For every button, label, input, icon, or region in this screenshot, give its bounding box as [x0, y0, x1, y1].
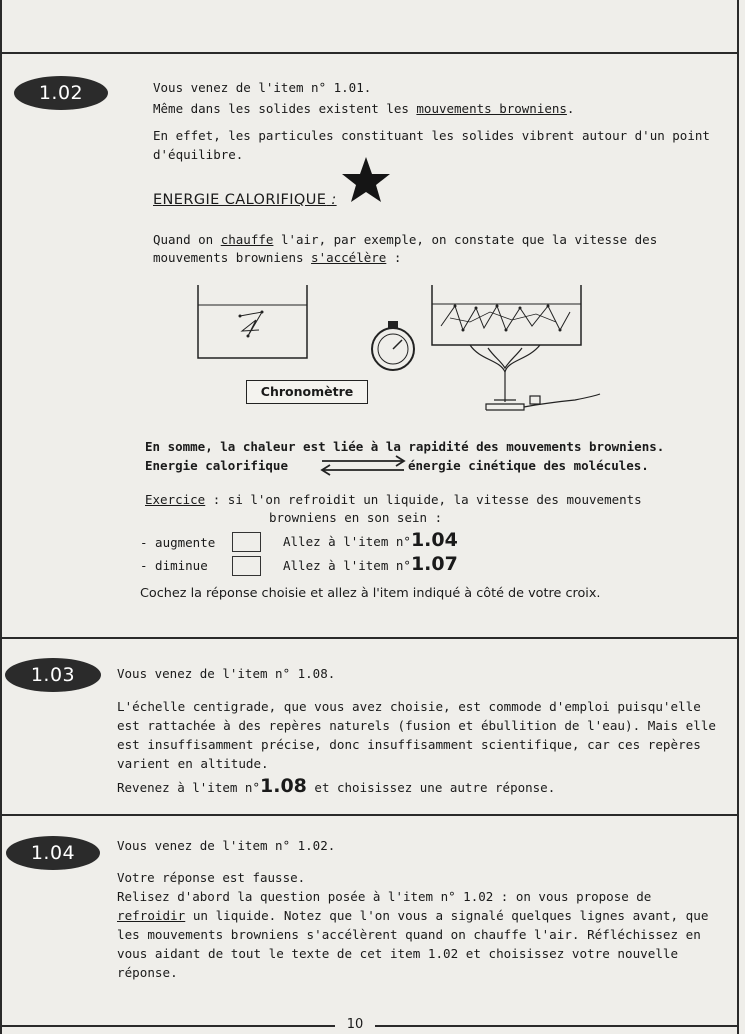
- option-goto: Allez à l'item n°1.04: [283, 529, 458, 551]
- stopwatch-icon: [372, 322, 414, 370]
- option-label: - augmente: [140, 535, 216, 550]
- paragraph-heating-1: Quand on chauffe l'air, par exemple, on constate que la vitesse des: [153, 232, 658, 247]
- summary-energy-right: énergie cinétique des molécules.: [408, 458, 649, 473]
- item-badge: 1.02: [14, 76, 108, 110]
- underlined-term: mouvements browniens: [416, 101, 567, 116]
- chronometer-label: Chronomètre: [246, 380, 368, 404]
- cold-container: [198, 285, 307, 358]
- instruction: Cochez la réponse choisie et allez à l'item indiqué à côté de votre croix.: [140, 586, 601, 601]
- page-frame-right: [737, 0, 739, 1034]
- summary-line: En somme, la chaleur est liée à la rapidité des mouvements browniens.: [145, 439, 665, 454]
- item-badge: 1.03: [5, 658, 101, 692]
- option-goto: Allez à l'item n°1.07: [283, 553, 458, 575]
- summary-energy-left: Energie calorifique: [145, 458, 288, 473]
- item-badge: 1.04: [6, 836, 100, 870]
- option-checkbox-diminue[interactable]: [232, 556, 261, 576]
- top-divider: [0, 52, 739, 54]
- exercise-prompt: Exercice : si l'on refroidit un liquide, la vitesse des mouvements: [145, 492, 642, 507]
- exercise-prompt-cont: browniens en son sein :: [269, 510, 443, 525]
- page-number: 10: [335, 1016, 375, 1034]
- paragraph-centigrade: L'échelle centigrade, que vous avez choisie, est commode d'emploi puisqu'elle est rattachée à des repères naturels (fusion et ébullition de l'eau). Mais elle est insuffisamment précise, donc insuffisamment scientifique, car ces repères varient en altitude.: [117, 699, 716, 771]
- item-intro: Vous venez de l'item n° 1.08.: [117, 666, 336, 681]
- reread-paragraph: refroidir un liquide. Notez que l'on vous a signalé quelques lignes avant, que les mouvements browniens s'accélèrent quand on chauffe l'air. Réfléchissez en vous aidant de tout le texte de cet item 1.02 et choisissez votre nouvelle réponse.: [117, 908, 709, 980]
- item-intro: Vous venez de l'item n° 1.01.: [153, 80, 372, 95]
- section-divider: [0, 637, 739, 639]
- wrong-answer: Votre réponse est fausse.: [117, 870, 306, 885]
- return-instruction: Revenez à l'item n°1.08 et choisissez une autre réponse.: [117, 775, 556, 797]
- hot-container: [432, 285, 581, 345]
- section-heading: ENERGIE CALORIFIQUE :: [153, 192, 337, 208]
- paragraph-solids: En effet, les particules constituant les solides vibrent autour d'un point d'équilibre.: [153, 128, 710, 162]
- flame: [470, 345, 600, 410]
- paragraph-heating-2: mouvements browniens s'accélère :: [153, 250, 402, 265]
- option-label: - diminue: [140, 558, 208, 573]
- item-intro: Vous venez de l'item n° 1.02.: [117, 838, 336, 853]
- statement-line: Même dans les solides existent les mouvements browniens.: [153, 101, 575, 116]
- option-checkbox-augmente[interactable]: [232, 532, 261, 552]
- section-divider: [0, 814, 739, 816]
- page-frame-left: [0, 0, 2, 1034]
- reread-line: Relisez d'abord la question posée à l'item n° 1.02 : on vous propose de: [117, 889, 652, 904]
